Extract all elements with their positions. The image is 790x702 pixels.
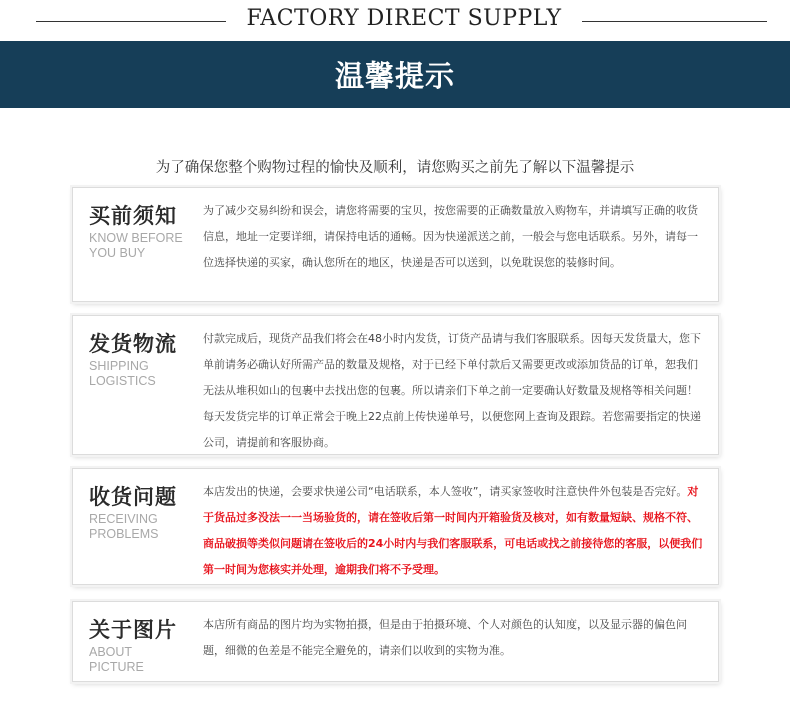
section-subtitle: YOU BUY (89, 246, 146, 260)
section-shipping-logistics (72, 315, 719, 455)
section-subtitle: PROBLEMS (89, 527, 159, 541)
section-title: 买前须知 (89, 204, 177, 228)
top-title-row (0, 0, 790, 40)
section-subtitle: SHIPPING (89, 359, 149, 373)
section-receiving-problems (72, 468, 719, 585)
section-subtitle: KNOW BEFORE (89, 231, 183, 245)
section-subtitle: LOGISTICS (89, 374, 156, 388)
banner-title: 温馨提示 (334, 59, 455, 93)
section-text-normal: 本店发出的快递，会要求快递公司“电话联系，本人签收”，请买家签收时注意快件外包装是否完好。 (203, 485, 688, 498)
section-heading (89, 202, 199, 260)
section-heading (89, 616, 199, 674)
section-subtitle: RECEIVING (89, 512, 158, 526)
section-know-before-you-buy (72, 187, 719, 302)
section-heading (89, 483, 199, 541)
section-subtitle: ABOUT (89, 645, 133, 659)
section-text: 本店所有商品的图片均为实物拍摄，但是由于拍摄环境、个人对颜色的认知度，以及显示器的偏色问题，细微的色差是不能完全避免的，请亲们以收到的实物为准。 (203, 618, 687, 657)
top-title: FACTORY DIRECT SUPPLY (246, 6, 562, 31)
section-text (203, 479, 708, 583)
section-text: 为了减少交易纠纷和误会，请您将需要的宝贝，按您需要的正确数量放入购物车，并请填写正确的收货信息，地址一定要详细，请保持电话的通畅。因为快递派送之前，一般会与您电话联系。另外，请每一位选择快递的买家，确认您所在的地区，快递是否可以送到，以免耽误您的装修时间。 (203, 204, 698, 269)
intro-text: 为了确保您整个购物过程的愉快及顺利，请您购买之前先了解以下温馨提示 (155, 160, 635, 176)
section-title: 发货物流 (89, 332, 177, 356)
section-text-warning: 对于货品过多没法一一当场验货的，请在签收后第一时间内开箱验货及核对，如有数量短缺、规格不符、商品破损等类似问题请在签收后的24小时内与我们客服联系，可电话或找之前接待您的客服，以便我们第一时间为您核实并处理，逾期我们将不予受理。 (203, 485, 703, 576)
title-divider-right (582, 21, 767, 22)
section-title: 收货问题 (89, 485, 177, 509)
section-heading (89, 330, 199, 388)
section-title: 关于图片 (89, 618, 177, 642)
section-about-picture (72, 601, 719, 682)
banner (0, 41, 790, 108)
title-divider-left (36, 21, 226, 22)
section-text: 付款完成后，现货产品我们将会在48小时内发货，订货产品请与我们客服联系。因每天发货量大，您下单前请务必确认好所需产品的数量及规格，对于已经下单付款后又需要更改或添加货品的订单，恕我们无法从堆积如山的包裹中去找出您的包裹。所以请亲们下单之前一定要确认好数量及规格等相关问题！每天发货完毕的订单正常会于晚上22点前上传快递单号，以便您网上查询及跟踪。若您需要指定的快递公司，请提前和客服协商。 (203, 332, 701, 449)
section-subtitle: PICTURE (89, 660, 144, 674)
